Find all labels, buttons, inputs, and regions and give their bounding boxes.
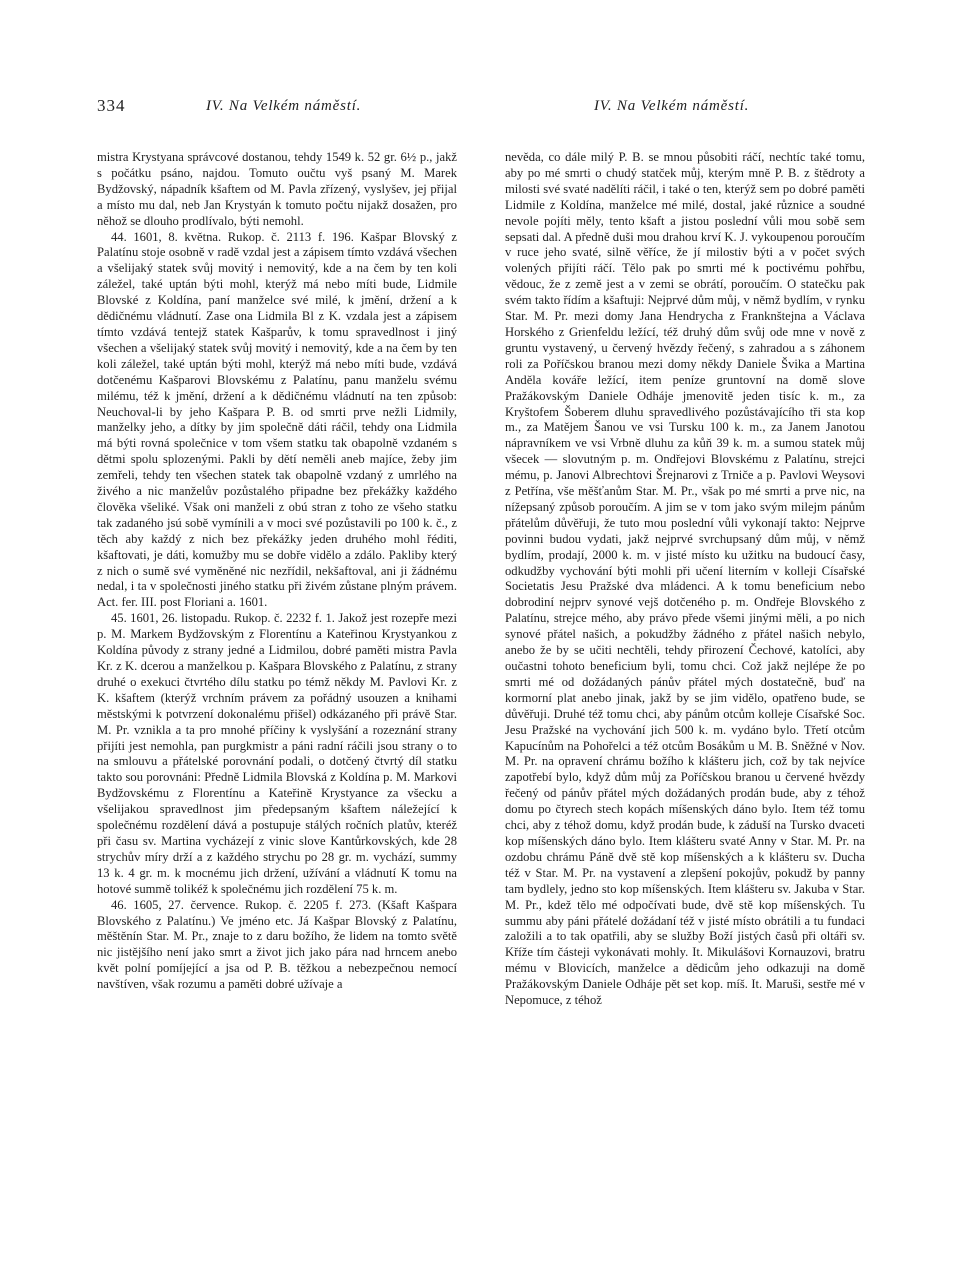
running-title-right: IV. Na Velkém náměstí. — [594, 98, 750, 114]
paragraph-entry-46: 46. 1605, 27. července. Rukop. č. 2205 f. 273. (Kšaft Kašpara Blovského z Palatínu.) Ve jméno etc. Já Kašpar Blovský z Palatínu, měštěnín Star. M. Pr., znaje to z daru božího, že lidem na tomto světě nic jistějšího není jako smrt a život jich jako pára nad hrncem anebo květ polní pomíjející a jsa od P. B. těžkou a nebezpečnou nemocí navštíven, však rozumu a paměti dobré užívaje a — [97, 897, 457, 992]
paragraph-continuation: mistra Krystyana správcové dostanou, tehdy 1549 k. 52 gr. 6½ p., jakž s počátku psáno, najdou. Tomuto oučtu vyš psaný M. Marek Bydžovský, nápadník kšaftem od M. Pavla zřízený, vyslyšev, jej přijal a místo mu dal, neb Jan Krystyán k tomuto počtu nijakž dosažen, pro něhož se dlouho prodlívalo, býti nemohl. — [97, 150, 457, 228]
page-number: 334 — [97, 96, 126, 115]
paragraph-entry-44: 44. 1601, 8. května. Rukop. č. 2113 f. 196. Kašpar Blovský z Palatínu stoje osobně v radě vzdal jest a zápisem tímto vzdává všechen a všelijaký statek svůj movitý i nemovitý, kde a na čem by ten koli záležel, také uptán býti mohl, kterýž má nebo míti bude, Lidmile Blovské z Koldína, paní manželce své milé, k jmění, držení a k dědičnému vládnutí. Zase ona Lidmila Bl z K. vzdala jest a zápisem tímto vzdává tentejž statek Kašparův, k tomu spravedlnost i jiný všechen a všelijaký statek svůj movitý i nemovitý, kde a na čem by ten koli záležel, také uptán býti mohl, kterýž má nebo míti bude, vzdává dotčenému Kašparovi Blovskému z Palatínu, panu manželu svému milému, též k jmění, držení a k dědičnému vládnutí na ten způsob: Neuchoval-li by jeho Kašpara P. B. od smrti prve nežli Lidmily, manželky jeho, a dítky by jim společně dáti ráčil, tehdy ona Lidmila má býti rovná společnice v tom všem statku tak obapolně vzdaném s dětmi spolu splozenými. Pakli by dětí neměli aneb majíce, žeby jim zemřeli, tehdy ten všechen statek tak obapolně vzdaný z umrlého na živého a nic manželův pozůstalého připadne bez překážky každého člověka všeliké. Však oni manželi z obú stran z toho ze všeho statku tak zadaného jsú sobě vymínili a v moci své pozůstavili po 100 k. č., z těch aby každý z nich bez překážky jeden druhého mohl řéditi, kšaftovati, je dáti, komužby mu se dobře vidělo a zdálo. Pakliby který z nich o sumě své vyměněné nic nezřídil, nekšaftoval, ani ji žádnému nedal, i ta v společnosti jiného statku při živém zůstane plným právem. Act. fer. III. post Floriani a. 1601. — [97, 229, 457, 610]
paragraph-will-text: nevěda, co dále milý P. B. se mnou působiti ráčí, nechtíc také tomu, aby po mé smrti o chudý statček můj, kterým mně P. B. z štědroty a milosti své svaté nadělíti ráčil, i také o ten, kterýž sem po dobré paměti Lidmile z Koldína, manželce mé milé, dostal, jaké různice a soudné nevole pojíti měly, tento kšaft a jistou poslední vůli mou sobě sem sepsati dal. A předně duši mou drahou krví K. J. vykoupenou poroučím v ruce jeho svaté, silně věříce, že jí milostiv býti a v počet svých volených přijíti ráčí. Tělo pak po smrti mé k poctivému pohřbu, vědouc, že z země jest a v zemi se obrátí, poroučím. O statečku pak svém takto řídím a kšaftuji: Nejprvé dům můj, v němž bydlím, v rynku Star. M. Pr. mezi domy Jana Hendrycha z Franknštejna a Václava Horského z Grienfeldu ležící, též druhý dům svůj ode mne v nově z gruntu vystavený, u červený hvězdy řečený, s zahradou a s záhonem roli za Poříčskou branou mezi domy někdy Daniele Švika a Martina Anděla kováře ležící, item peníze gruntovní na domě slove Pražákovským Daniele Odháje jmenovitě jeden tisíc k. m., za Kryštofem Šoberem dluhu spravedlivého pozůstávajícího tři sta kop m., za Matějem Šanou ve vsi Tursku 100 k. m., za Janem Janotou nápravníkem ve vsi Vrbně dluhu za kůň 39 k. m. a sumou statek můj všecek — slovutným p. m. Ondřejovi Blovskému z Palatínu, strejci mému, p. Janovi Albrechtovi Šrejnarovi z Trniče a p. Pavlovi Weysovi z Petřína, vše měšťanům Star. M. Pr., však po mé smrti a prve nic, na nížepsaný způsob poroučím. A jim se v tom jako svým milejm pánům přátelům důvěřuji, že tuto mou poslední vůli vykonají takto: Nejprve povinni budou vydati, jakž nejprvé svrchupsaný dům můj, v němž bydlím, prodají, 2000 k. m. v jisté místo ku užitku na budoucí časy, odkudžby vychování býti mohli při učení literním v kolleji Císařské Societatis Jesu Pražské dva mládenci. A k tomu beneficium nebo dobrodiní nejprv synové vejš dotčeného p. m. Ondřeje Blovského z Palatínu, strejce mého, aby právo přede všemi jinými měli, a po nich synové přátel našich, a pokudžby žádného z přátel našich nebylo, anebo že by se učiti nechtěli, tehdy přirození Čechové, katolíci, aby oučastni tohoto beneficium byli, tomu chci. Což jakž nejlépe že po smrti mé od dožádaných pánův přátel mých dostatečně, buď na kormorní plat anebo jinak, jakž by se jim vidělo, opatřeno bude, se důvěřuji. Druhé též tomu chci, aby pánům otcům kolleje Císařské Soc. Jesu Pražské na vychování jich 500 k. m. vydáno bylo. Třetí otcům Kapucínům na Pohořelci a též otcům Bosákům u M. B. Sněžné v Nov. M. Pr. na opravení chrámu božího k klášteru jich, což by tak nejvíce zapotřebí bylo, když dům můj za Poříčskou branou u červené hvězdy řečený od pánův přátel mých dožádaných prodán bude, aby z téhož domu po čtyrech stech kopách míšenských dáno bylo. Item též tomu chci, aby z téhož domu, když prodán bude, k záduší na Tursko dvaceti kop míšenských dáno bylo. Item klášteru svaté Anny v Star. M. Pr. na ozdobu chrámu Páně dvě stě kop míšenských a k klášteru sv. Ducha též v Star. M. Pr. na vystavení a zlepšení pokojův, pokudž by panny tam bydlely, jedno sto kop míšenských. Item klášteru sv. Jakuba v Star. M. Pr., kdež tělo mé odpočívati bude, dvě stě kop míšenských. Tu summu aby páni přátelé dožádaní též v jisté místo obrátili a tu fundaci založili a to tak opatřili, aby se služby Boží jistých časů při oltáři sv. Kříže tím částeji vykonávati mohly. It. Mikulášovi Kornauzovi, bratru mému v Blovicích, manželce a dědicům jeho odkazuji na domě Pražákovským Daniele Odháje pět set kop. míš. It. Maruši, sestře mé v Nepomuce, z téhož — [505, 150, 865, 1008]
running-title-left: IV. Na Velkém náměstí. — [206, 98, 362, 114]
right-column — [505, 150, 865, 1009]
paragraph-entry-45: 45. 1601, 26. listopadu. Rukop. č. 2232 f. 1. Jakož jest rozepře mezi p. M. Markem Bydžovským z Florentínu a Kateřinou Krystyankou z Koldína původy z strany jedné a Lidmilou, dobré paměti mistra Pavla Kr. z K. dcerou a manželkou p. Kašpara Blovského z Palatínu, z strany druhé o exekuci čtvrtého dílu statku po témž někdy M. Pavlovi Kr. z K. kšaftem (kterýž vrchním právem za pořádný usouzen a knihami městskými k potvrzení dokonalému přišel) odkázaného při právě Star. M. Pr. vznikla a ta pro mnohé příčiny k vyslyšání a rozeznání strany přijíti jest nemohla, pan purgkmistr a páni radní ráčili jsou strany o to na smlouvu a přátelské porovnání podali, o dotčený čtvrtý díl statku takto sou porovnáni: Předně Lidmila Blovská z Koldína p. M. Markovi Bydžovskému z Florentínu a Kateřině Krystyance za všecku a všelijakou spravedlnost jim předepsaným kšaftem náležející k společnému rozdělení dává a postupuje stálých ročních platův, kteréž při času sv. Martina vycházejí z vinic slove Kantůrkovských, kde 28 strychův míry drží a z každého strychu po 28 gr. m. vychází, summy 13 k. 4 gr. m. k mocnému jich držení, užívání a vládnutí K tomu na hotové summě tolikéž k společnému jich rozdělení 75 k. m. — [97, 611, 457, 896]
left-column — [97, 150, 457, 993]
